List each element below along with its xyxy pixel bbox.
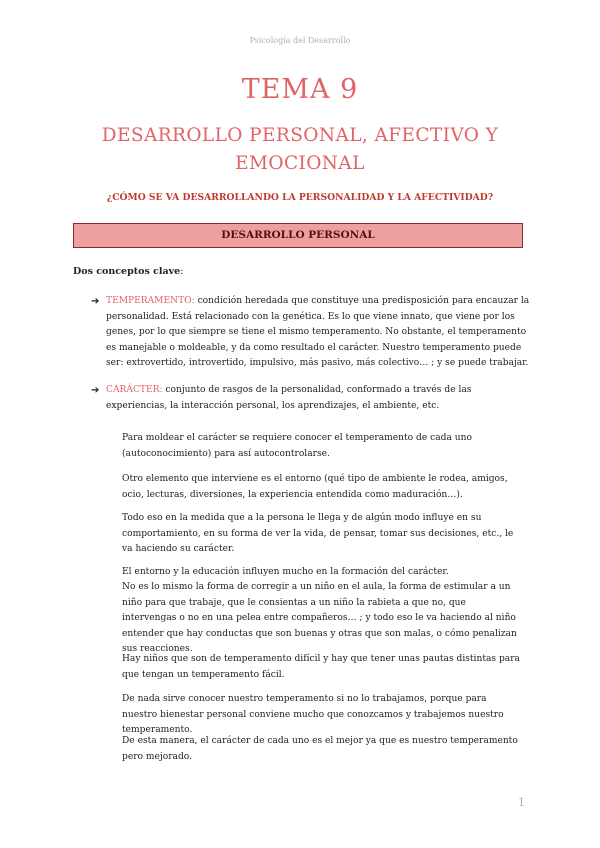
bullet-body: conjunto de rasgos de la personalidad, conformado a través de las experiencias, la interacción personal, los aprendizajes, el ambiente, etc. [106, 385, 472, 411]
bullet-term: TEMPERAMENTO: [106, 296, 195, 306]
section-heading: DESARROLLO PERSONAL [221, 229, 375, 241]
arrow-bullet-icon: ➔ [91, 296, 100, 307]
paragraph: Todo eso en la medida que a la persona le llega y de algún modo influye en su comportamiento, en su forma de ver la vida, de pensar, tomar sus decisiones, etc., le va haciendo su carácter. [122, 513, 514, 554]
bullet-term: CARÁCTER: [106, 385, 163, 395]
section-heading-box [73, 223, 523, 248]
paragraph: Otro elemento que interviene es el entorno (qué tipo de ambiente le rodea, amigos, ocio, lecturas, diversiones, la experiencia entendida como maduración…). [122, 474, 508, 500]
running-header: Psicología del Desarrollo [249, 36, 351, 45]
paragraph: Para moldear el carácter se requiere conocer el temperamento de cada uno (autoconocimiento) para así autocontrolarse. [122, 433, 472, 459]
bullet-body: condición heredada que constituye una predisposición para encauzar la personalidad. Está relacionado con la genética. Es lo que viene innato, que viene por los genes, por lo que siempre se tiene el mismo temperamento. No obstante, el temperamento es manejable o moldeable, y da como resultado el carácter. Nuestro temperamento puede ser: extrovertido, introvertido, impulsivo, más pasivo, más colectivo… ; y se puede trabajar. [106, 296, 530, 368]
arrow-bullet-icon: ➔ [91, 385, 100, 396]
intro-rest: : [180, 266, 184, 277]
paragraph: No es lo mismo la forma de corregir a un niño en el aula, la forma de estimular a un niño para que trabaje, que le consientas a un niño la rabieta a que no, que intervengas o no en una pelea entre compañeros… ; y todo eso le va haciendo al niño entender que hay conductas que son buenas y otras que son malas, o cómo penalizan sus reacciones. [122, 582, 517, 654]
intro-bold: Dos conceptos clave [73, 266, 181, 277]
page-subtitle: DESARROLLO PERSONAL, AFECTIVO Y EMOCIONAL [101, 125, 499, 174]
bullet-text [91, 294, 531, 372]
intro-line [73, 266, 183, 277]
bullet-text [91, 383, 531, 414]
paragraph: De esta manera, el carácter de cada uno es el mejor ya que es nuestro temperamento pero mejorado. [122, 736, 518, 762]
page-number: 1 [518, 796, 525, 809]
page-title: TEMA 9 [241, 74, 359, 105]
guiding-question: ¿CÓMO SE VA DESARROLLANDO LA PERSONALIDAD Y LA AFECTIVIDAD? [106, 192, 494, 203]
bullet-temperamento [91, 294, 531, 372]
paragraph: El entorno y la educación influyen mucho en la formación del carácter. [122, 567, 449, 577]
paragraph: Hay niños que son de temperamento difícil y hay que tener unas pautas distintas para que tengan un temperamento fácil. [122, 654, 520, 680]
paragraph: De nada sirve conocer nuestro temperamento si no lo trabajamos, porque para nuestro bienestar personal conviene mucho que conozcamos y trabajemos nuestro temperamento. [122, 694, 504, 735]
bullet-caracter [91, 383, 531, 414]
